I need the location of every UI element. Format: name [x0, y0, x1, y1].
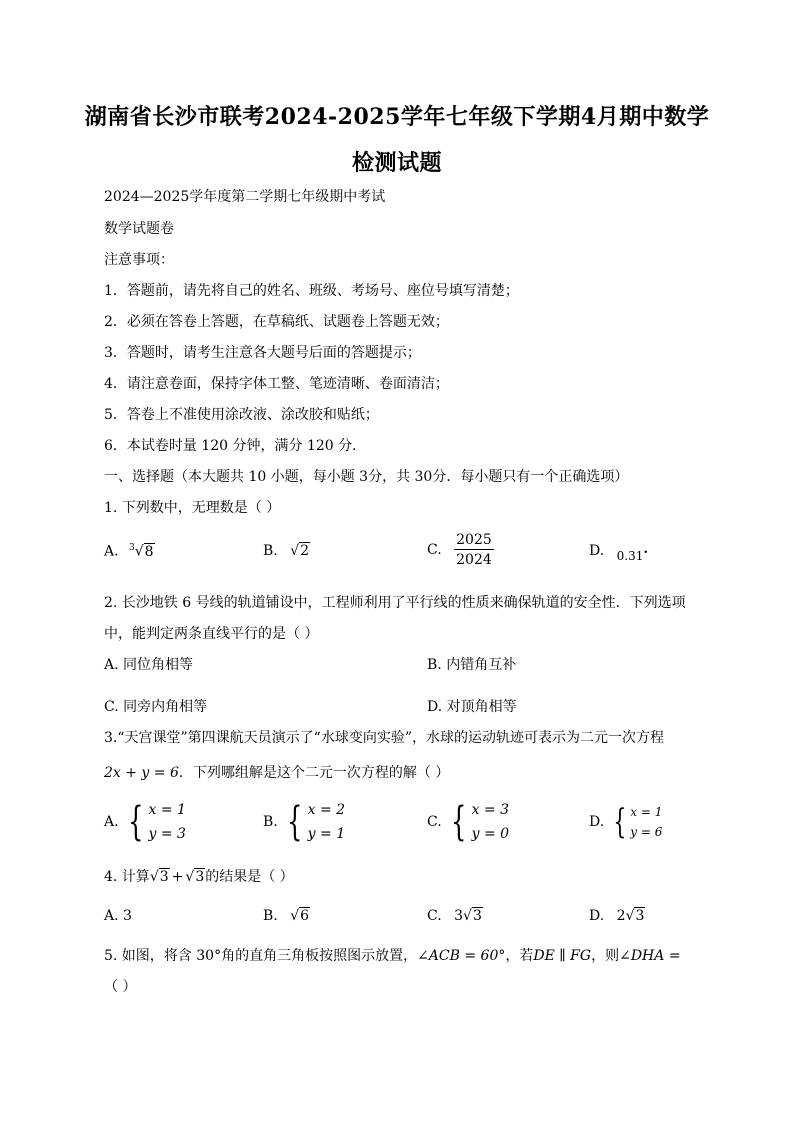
system-x: x = 1 — [148, 802, 186, 818]
square-root-expression: √3 — [463, 908, 482, 924]
system-x: x = 1 — [630, 805, 663, 819]
question-5-stem-line1 — [104, 945, 681, 965]
numerator: 2025 — [456, 532, 492, 548]
repeating-dot: • — [643, 548, 649, 557]
option-label: D. — [589, 543, 605, 559]
question-2-option-d[interactable]: D. 对顶角相等 — [427, 699, 517, 715]
radicand: 3 — [195, 869, 205, 885]
stem-text: ，则 — [591, 948, 620, 964]
option-label: A. — [104, 814, 119, 830]
left-brace: { — [128, 799, 144, 845]
system-y: y = 0 — [471, 826, 510, 842]
repeating-decimal — [617, 549, 648, 563]
notice-item: 3．答题时，请考生注意各大题号后面的答题提示； — [104, 345, 421, 361]
root-index: 3 — [129, 543, 135, 553]
decimal-value: 0.31 — [616, 549, 644, 563]
question-1-option-c[interactable] — [427, 532, 494, 568]
notice-item: 5．答卷上不准使用涂改液、涂改胶和贴纸； — [104, 407, 379, 423]
question-2-option-a[interactable]: A. 同位角相等 — [104, 657, 194, 673]
question-4-option-b[interactable] — [263, 908, 310, 924]
coefficient: 3 — [454, 908, 464, 924]
notice-title: 注意事项： — [104, 252, 174, 268]
system-y: y = 3 — [148, 826, 186, 842]
angle-expression: ∠DHA = — [619, 948, 681, 964]
question-2-option-b[interactable]: B. 内错角互补 — [427, 657, 517, 673]
radicand: 2 — [300, 543, 310, 559]
question-1-option-b[interactable] — [263, 543, 310, 559]
equation-system — [609, 802, 663, 842]
notice-item: 1．答题前，请先将自己的姓名、班级、考场号、座位号填写清楚； — [104, 283, 519, 299]
square-root-expression: √3 — [185, 869, 205, 885]
stem-suffix: 的结果是（ ） — [205, 869, 294, 885]
option-label: A. — [104, 543, 119, 560]
question-3-option-d[interactable] — [589, 802, 662, 842]
square-root-expression: √2 — [290, 543, 310, 559]
question-3-option-a[interactable] — [104, 798, 186, 846]
equation: 2x + y = 6 — [104, 765, 179, 781]
question-1-stem: 1. 下列数中，无理数是（ ） — [104, 500, 281, 516]
question-1-option-d[interactable] — [589, 543, 649, 563]
radicand: 8 — [144, 543, 154, 560]
question-4-option-a[interactable]: A. 3 — [104, 908, 132, 924]
system-y: y = 6 — [630, 825, 663, 839]
option-label: B. — [263, 543, 278, 559]
notice-item: 2．必须在答卷上答题，在草稿纸、试题卷上答题无效； — [104, 314, 449, 330]
left-brace: { — [287, 799, 303, 845]
question-3-stem-line1: 3.“天宫课堂”第四课航天员演示了“水球变向实验”，水球的运动轨迹可表示为二元一次方程 — [104, 730, 664, 746]
option-label: D. — [589, 814, 605, 830]
square-root-expression: √3 — [625, 908, 645, 924]
option-label: C. — [427, 542, 442, 558]
paper-name: 数学试题卷 — [104, 221, 174, 237]
fraction — [454, 532, 494, 568]
stem-text: 5. 如图，将含 30°角的直角三角板按照图示放置， — [104, 948, 418, 964]
option-label: B. — [263, 908, 278, 924]
document-title-line1: 湖南省长沙市联考2024-2025学年七年级下学期4月期中数学 — [84, 104, 710, 130]
coefficient: 2 — [616, 908, 626, 924]
notice-item: 6．本试卷时量 120 分钟，满分 120 分． — [104, 438, 367, 454]
exam-header: 2024—2025学年度第二学期七年级期中考试 — [104, 189, 386, 205]
radicand: 3 — [472, 908, 482, 924]
question-3-option-b[interactable] — [263, 798, 345, 846]
equation-system — [282, 798, 345, 846]
document-title-line2: 检测试题 — [351, 150, 442, 176]
radicand: 6 — [300, 908, 310, 924]
question-2-stem-line2: 中，能判定两条直线平行的是（ ） — [104, 626, 319, 642]
question-4-stem — [104, 866, 294, 886]
square-root-expression: √6 — [290, 908, 310, 924]
option-label: B. — [263, 814, 278, 830]
question-1-option-a[interactable] — [104, 543, 155, 560]
option-label: C. — [427, 814, 442, 830]
equation-system — [446, 798, 509, 846]
parallel-expression: DE ∥ FG — [533, 948, 592, 964]
stem-text: ，若 — [505, 948, 534, 964]
system-x: x = 3 — [471, 802, 510, 818]
denominator: 2024 — [456, 552, 492, 568]
cube-root-expression: $^3$√8 — [129, 543, 154, 560]
left-brace: { — [612, 802, 626, 842]
question-2-stem-line1: 2. 长沙地铁 6 号线的轨道铺设中，工程师利用了平行线的性质来确保轨道的安全性．下列选项 — [104, 595, 686, 611]
section-heading: 一、选择题（本大题共 10 小题，每小题 3分，共 30分．每小题只有一个正确选项） — [104, 469, 629, 485]
radicand: 3 — [159, 869, 169, 885]
question-5-stem-line2: （ ） — [104, 979, 137, 995]
left-brace: { — [451, 799, 467, 845]
system-x: x = 2 — [307, 802, 346, 818]
angle-expression: ∠ACB = 60° — [417, 948, 506, 964]
option-label: D. — [589, 908, 605, 924]
question-3-option-c[interactable] — [427, 798, 509, 846]
plus-sign: + — [171, 869, 184, 885]
question-4-option-d[interactable] — [589, 908, 645, 924]
question-2-option-c[interactable]: C. 同旁内角相等 — [104, 699, 208, 715]
radicand: 3 — [635, 908, 645, 924]
question-4-option-c[interactable] — [427, 908, 483, 924]
square-root-expression: √3 — [149, 869, 169, 885]
system-y: y = 1 — [307, 826, 346, 842]
option-label: C. — [427, 908, 442, 924]
question-3-stem-line2 — [104, 762, 449, 782]
question-3-stem-rest: ．下列哪组解是这个二元一次方程的解（ ） — [178, 765, 450, 781]
notice-item: 4．请注意卷面，保持字体工整、笔迹清晰、卷面清洁； — [104, 376, 449, 392]
equation-system — [123, 798, 186, 846]
stem-prefix: 4. 计算 — [104, 869, 150, 885]
